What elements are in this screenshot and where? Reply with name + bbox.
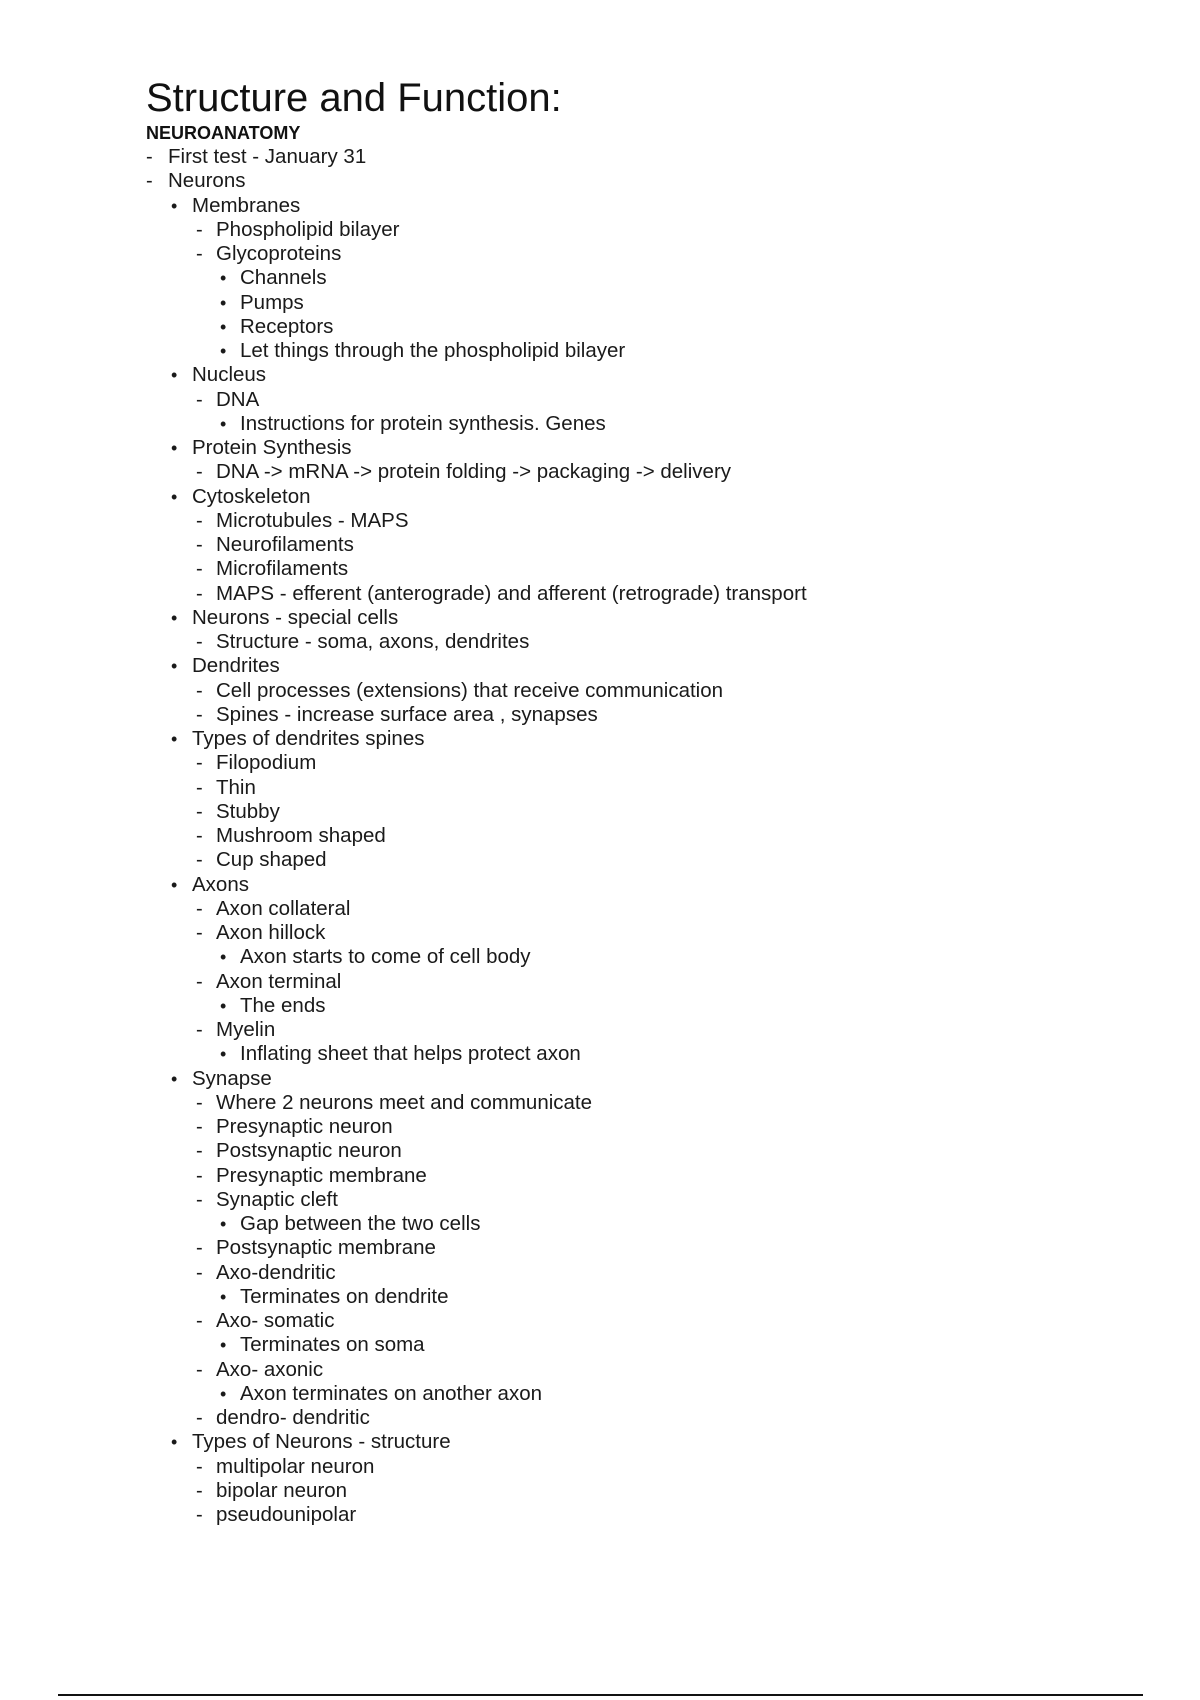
outline-item-text: Protein Synthesis <box>192 436 352 459</box>
dash-marker: - <box>196 1140 203 1163</box>
outline-item-text: The ends <box>240 993 326 1017</box>
outline-item-text: bipolar neuron <box>216 1478 348 1502</box>
outline-item-text: Receptors <box>240 314 334 338</box>
dash-marker: - <box>196 679 203 702</box>
bullet-marker: • <box>220 1214 227 1234</box>
dash-marker: - <box>196 1237 203 1260</box>
outline-item-text: Glycoproteins <box>216 242 342 265</box>
bullet-marker: • <box>171 486 178 507</box>
dash-marker: - <box>196 825 203 847</box>
section-heading: NEUROANATOMY <box>146 123 301 143</box>
bullet-marker: • <box>220 413 227 434</box>
outline-item-text: Channels <box>240 266 327 290</box>
outline-item-text: Types of Neurons - structure <box>192 1430 451 1454</box>
outline-item-text: Structure - soma, axons, dendrites <box>216 630 530 653</box>
outline-item-text: Neurofilaments <box>216 533 354 556</box>
outline-item-text: DNA <box>216 387 260 411</box>
outline-item-text: dendro- dendritic <box>216 1406 370 1429</box>
bullet-marker: • <box>171 656 178 677</box>
outline-item-text: Axon starts to come of cell body <box>240 945 531 969</box>
outline-item-text: First test - January 31 <box>168 145 367 168</box>
dash-marker: - <box>196 558 203 581</box>
dash-marker: - <box>196 582 203 605</box>
outline-item-text: Presynaptic neuron <box>216 1115 393 1138</box>
outline-item-text: Neurons <box>168 169 246 193</box>
outline-item-text: Cup shaped <box>216 848 327 872</box>
outline-item-text: Types of dendrites spines <box>192 727 425 750</box>
bullet-marker: • <box>220 995 227 1016</box>
bullet-marker: • <box>171 874 178 895</box>
dash-marker: - <box>196 776 203 799</box>
outline-item-text: Axon terminates on another axon <box>240 1381 542 1405</box>
bullet-marker: • <box>220 947 227 968</box>
bullet-marker: • <box>171 195 178 216</box>
outline-item-text: Axon collateral <box>216 896 351 920</box>
outline-item-text: Microfilaments <box>216 557 349 581</box>
dash-marker: - <box>196 461 203 484</box>
outline-item-text: Phospholipid bilayer <box>216 217 400 241</box>
dash-marker: - <box>196 1261 203 1284</box>
outline-item-text: Membranes <box>192 193 301 217</box>
outline-item-text: Filopodium <box>216 751 317 775</box>
bullet-marker: • <box>171 1432 178 1453</box>
outline-item-text: Terminates on dendrite <box>240 1284 449 1308</box>
outline-item-text: Axons <box>192 872 249 896</box>
outline-item-text: Axo- somatic <box>216 1309 335 1332</box>
outline-item-text: Cell processes (extensions) that receive communication <box>216 678 724 702</box>
page-bottom-rule <box>58 1694 1143 1696</box>
page-title: Structure and Function: <box>146 76 562 120</box>
outline-item-text: Postsynaptic neuron <box>216 1139 402 1163</box>
dash-marker: - <box>196 1479 203 1502</box>
outline-item-text: Presynaptic membrane <box>216 1163 427 1187</box>
bullet-marker: • <box>171 729 178 749</box>
dash-marker: - <box>196 897 203 920</box>
outline-item-text: Pumps <box>240 290 304 314</box>
outline-item-text: Myelin <box>216 1018 276 1041</box>
dash-marker: - <box>196 1455 203 1478</box>
bullet-marker: • <box>220 341 227 361</box>
dash-marker: - <box>196 800 203 823</box>
dash-marker: - <box>196 849 203 872</box>
bullet-marker: • <box>171 365 178 386</box>
outline-item-text: Instructions for protein synthesis. Genes <box>240 411 606 435</box>
outline-item-text: Postsynaptic membrane <box>216 1236 436 1260</box>
bullet-marker: • <box>220 1286 227 1307</box>
outline-item-text: Dendrites <box>192 654 280 678</box>
dash-marker: - <box>196 1504 203 1526</box>
outline-item-text: Where 2 neurons meet and communicate <box>216 1090 593 1114</box>
outline-item-text: Neurons - special cells <box>192 605 399 629</box>
dash-marker: - <box>196 388 203 411</box>
outline-item-text: Axo- axonic <box>216 1357 324 1381</box>
outline-item-text: Inflating sheet that helps protect axon <box>240 1042 581 1066</box>
dash-marker: - <box>196 1358 203 1381</box>
outline-item-text: Axo-dendritic <box>216 1260 336 1284</box>
outline-item-text: Synapse <box>192 1066 272 1090</box>
bullet-marker: • <box>171 438 178 458</box>
outline-item-text: Axon terminal <box>216 969 342 993</box>
bullet-marker: • <box>220 292 227 313</box>
outline-item-text: Spines - increase surface area , synapses <box>216 702 598 726</box>
dash-marker: - <box>196 1188 203 1211</box>
dash-marker: - <box>196 1116 203 1138</box>
dash-marker: - <box>196 922 203 944</box>
dash-marker: - <box>196 1164 203 1187</box>
dash-marker: - <box>196 703 203 726</box>
outline-item-text: MAPS - efferent (anterograde) and afferent (retrograde) transport <box>216 581 807 605</box>
outline-item-text: multipolar neuron <box>216 1454 375 1478</box>
bullet-marker: • <box>220 268 227 289</box>
dash-marker: - <box>196 752 203 775</box>
dash-marker: - <box>196 218 203 241</box>
bullet-marker: • <box>220 1335 227 1356</box>
dash-marker: - <box>196 1091 203 1114</box>
outline-item-text: Let things through the phospholipid bilayer <box>240 339 626 362</box>
outline-item-text: DNA -> mRNA -> protein folding -> packaging -> delivery <box>216 460 732 484</box>
bullet-marker: • <box>220 316 227 337</box>
dash-marker: - <box>196 509 203 532</box>
dash-marker: - <box>196 243 203 265</box>
outline-item-text: Synaptic cleft <box>216 1187 338 1211</box>
dash-marker: - <box>196 631 203 653</box>
outline-item-text: Stubby <box>216 799 280 823</box>
outline-item-text: Gap between the two cells <box>240 1212 481 1235</box>
bullet-marker: • <box>171 1068 178 1089</box>
dash-marker: - <box>146 146 153 168</box>
bullet-marker: • <box>220 1044 227 1065</box>
outline-item-text: Nucleus <box>192 363 267 387</box>
dash-marker: - <box>196 1310 203 1332</box>
bullet-marker: • <box>220 1383 227 1404</box>
bullet-marker: • <box>171 607 178 628</box>
dash-marker: - <box>146 170 153 193</box>
outline-item-text: Terminates on soma <box>240 1333 425 1357</box>
dash-marker: - <box>196 1407 203 1429</box>
outline-item-text: Axon hillock <box>216 921 326 944</box>
outline-item-text: Thin <box>216 775 256 799</box>
dash-marker: - <box>196 970 203 993</box>
outline-item-text: Cytoskeleton <box>192 484 311 508</box>
outline-item-text: Mushroom shaped <box>216 824 386 847</box>
dash-marker: - <box>196 534 203 556</box>
outline-item-text: pseudounipolar <box>216 1503 357 1526</box>
dash-marker: - <box>196 1019 203 1041</box>
outline-item-text: Microtubules - MAPS <box>216 508 409 532</box>
